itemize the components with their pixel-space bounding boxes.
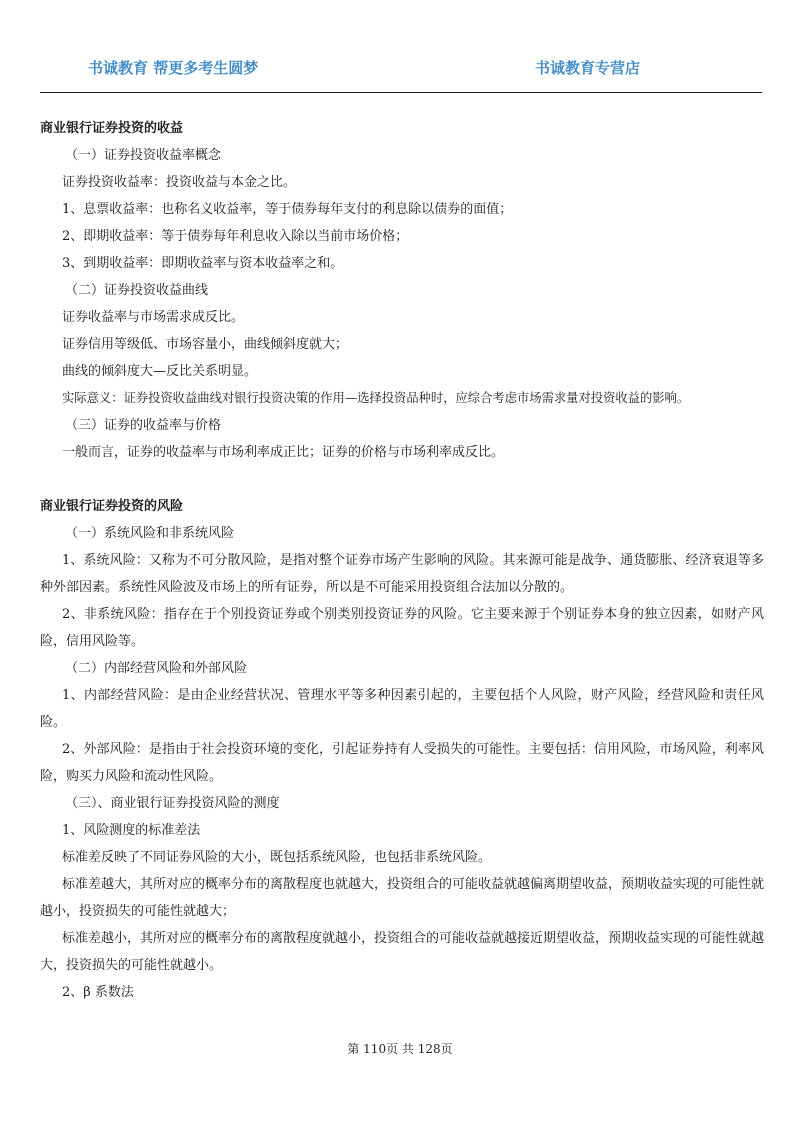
paragraph: 1、内部经营风险：是由企业经营状况、管理水平等多种因素引起的，主要包括个人风险，财产风险，经营风险和责任风险。 bbox=[40, 688, 764, 730]
text-line: 1、风险测度的标准差法 bbox=[62, 823, 201, 838]
header-store-name: 书诚教育专营店 bbox=[534, 59, 640, 77]
text-line: 2、即期收益率：等于债券每年利息收入除以当前市场价格； bbox=[62, 229, 409, 244]
document-body bbox=[40, 115, 764, 1006]
paragraph: 1、系统风险：又称为不可分散风险，是指对整个证券市场产生影响的风险。其来源可能是战争、通货膨胀、经济衰退等多种外部因素。系统性风险波及市场上的所有证券，所以是不可能采用投资组合法加以分散的。 bbox=[40, 553, 764, 595]
spacer bbox=[40, 466, 764, 493]
subsection-heading: （三）证券的收益率与价格 bbox=[65, 418, 222, 433]
subsection-heading: （一）证券投资收益率概念 bbox=[65, 148, 222, 163]
text-line: 实际意义：证券投资收益曲线对银行投资决策的作用—选择投资品种时，应综合考虑市场需求量对投资收益的影响。 bbox=[62, 391, 690, 405]
text-line: 证券投资收益率：投资收益与本金之比。 bbox=[62, 175, 297, 190]
paragraph: 2、非系统风险：指存在于个别投资证券或个别类别投资证券的风险。它主要来源于个别证券本身的独立因素，如财产风险，信用风险等。 bbox=[40, 607, 764, 649]
text-line: 证券信用等级低、市场容量小，曲线倾斜度就大； bbox=[62, 337, 349, 352]
paragraph: 标准差越小，其所对应的概率分布的离散程度就越小，投资组合的可能收益就越接近期望收益，预期收益实现的可能性就越大，投资损失的可能性就越小。 bbox=[40, 931, 765, 973]
text-line: 3、到期收益率：即期收益率与资本收益率之和。 bbox=[62, 256, 344, 271]
paragraph: 2、外部风险：是指由于社会投资环境的变化，引起证券持有人受损失的可能性。主要包括：信用风险，市场风险，利率风险，购买力风险和流动性风险。 bbox=[40, 742, 764, 784]
text-line: 一般而言，证券的收益率与市场利率成正比；证券的价格与市场利率成反比。 bbox=[62, 445, 505, 460]
subsection-heading: （三）、商业银行证券投资风险的测度 bbox=[65, 796, 280, 811]
text-line: 曲线的倾斜度大—反比关系明显。 bbox=[62, 364, 258, 379]
text-line: 1、息票收益率：也称名义收益率，等于债券每年支付的利息除以债券的面值； bbox=[62, 202, 513, 217]
text-line: 证券收益率与市场需求成反比。 bbox=[62, 310, 245, 325]
subsection-heading: （二）内部经营风险和外部风险 bbox=[65, 661, 248, 676]
subsection-heading: （二）证券投资收益曲线 bbox=[65, 283, 209, 298]
text-line: 2、β 系数法 bbox=[62, 985, 134, 1000]
section-title-risk: 商业银行证券投资的风险 bbox=[40, 499, 184, 514]
text-line: 标准差反映了不同证券风险的大小，既包括系统风险，也包括非系统风险。 bbox=[62, 850, 492, 865]
paragraph: 标准差越大，其所对应的概率分布的离散程度也就越大，投资组合的可能收益就越偏离期望收益，预期收益实现的可能性就越小，投资损失的可能性就越大； bbox=[40, 877, 765, 919]
section-title-returns: 商业银行证券投资的收益 bbox=[40, 121, 184, 136]
page-header bbox=[40, 0, 762, 93]
header-slogan: 书诚教育 帮更多考生圆梦 bbox=[88, 59, 259, 77]
page-number: 第 110页 共 128页 bbox=[347, 1042, 453, 1056]
subsection-heading: （一）系统风险和非系统风险 bbox=[65, 526, 235, 541]
